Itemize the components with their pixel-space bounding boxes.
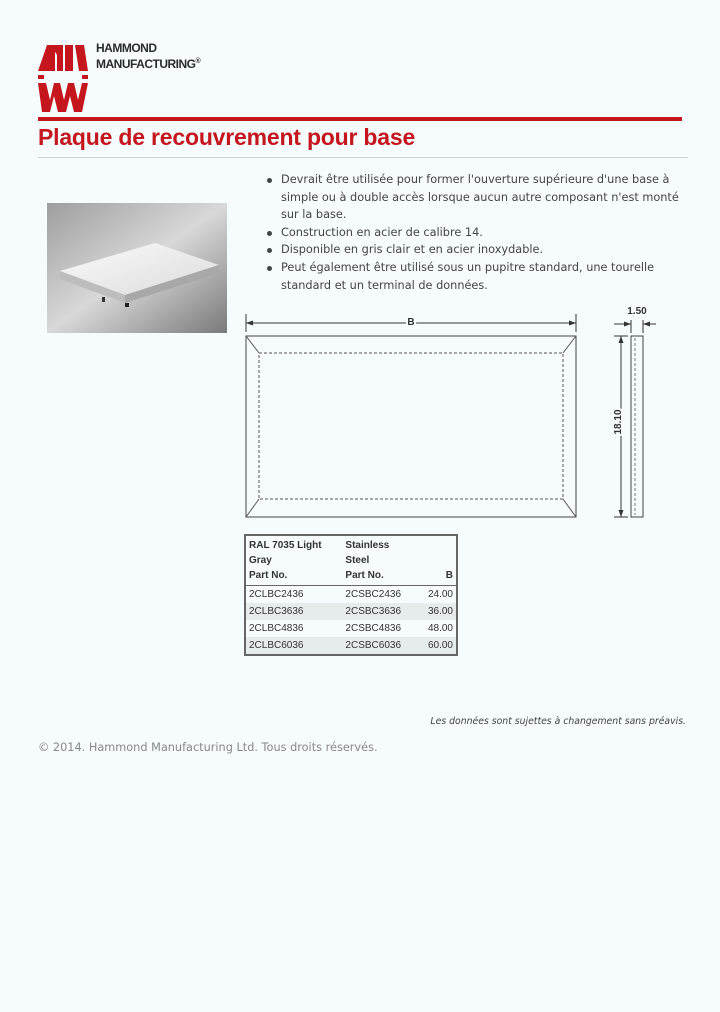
stainless-part-no: 2CSBC4836 [345,623,402,634]
product-photo [47,203,227,333]
title-divider [38,157,688,158]
header-b: B [445,570,453,581]
stainless-part-no: 2CSBC3636 [345,606,402,617]
dimension-b-value: 24.00 [427,589,453,600]
gray-part-no: 2CLBC4836 [249,623,304,634]
parts-table [244,534,458,656]
brand-line1: HAMMOND [96,41,157,55]
gray-part-no: 2CLBC6036 [249,640,304,651]
stainless-part-no: 2CSBC6036 [345,640,402,651]
brand-name [96,41,200,71]
header-red-bar [38,117,682,121]
brand-line2: MANUFACTURING® [96,57,201,71]
table-header-row [245,535,457,586]
dimension-b-label: B [407,317,415,328]
header-stainless-part: Stainless Steel Part No. [345,540,390,581]
technical-drawing [240,300,660,525]
table-row [245,586,457,604]
dimension-depth-label: 18.10 [613,409,624,435]
gray-part-no: 2CLBC3636 [249,606,304,617]
table-row [245,620,457,637]
table-row [245,603,457,620]
dimension-thickness-label: 1.50 [627,306,647,317]
feature-item: Construction en acier de calibre 14. [263,224,693,242]
page-title: Plaque de recouvrement pour base [38,124,416,150]
hammond-logo-icon [38,42,88,112]
feature-list [263,171,693,294]
dimension-b-value: 48.00 [427,623,453,634]
header-gray-part: RAL 7035 Light Gray Part No. [249,540,322,581]
stainless-part-no: 2CSBC2436 [345,589,402,600]
change-notice: Les données sont sujettes à changement sans préavis. [430,716,686,727]
registered-mark: ® [195,58,201,65]
feature-item: Peut également être utilisé sous un pupitre standard, une tourelle standard et un terminal de données. [263,259,693,294]
dimension-b-value: 36.00 [427,606,453,617]
feature-item: Disponible en gris clair et en acier inoxydable. [263,241,693,259]
table-row [245,637,457,655]
dimension-b-value: 60.00 [427,640,453,651]
gray-part-no: 2CLBC2436 [249,589,304,600]
feature-item: Devrait être utilisée pour former l'ouverture supérieure d'une base à simple ou à double accès lorsque aucun autre composant n'est monté sur la base. [263,171,693,224]
copyright: © 2014. Hammond Manufacturing Ltd. Tous droits réservés. [38,741,378,754]
